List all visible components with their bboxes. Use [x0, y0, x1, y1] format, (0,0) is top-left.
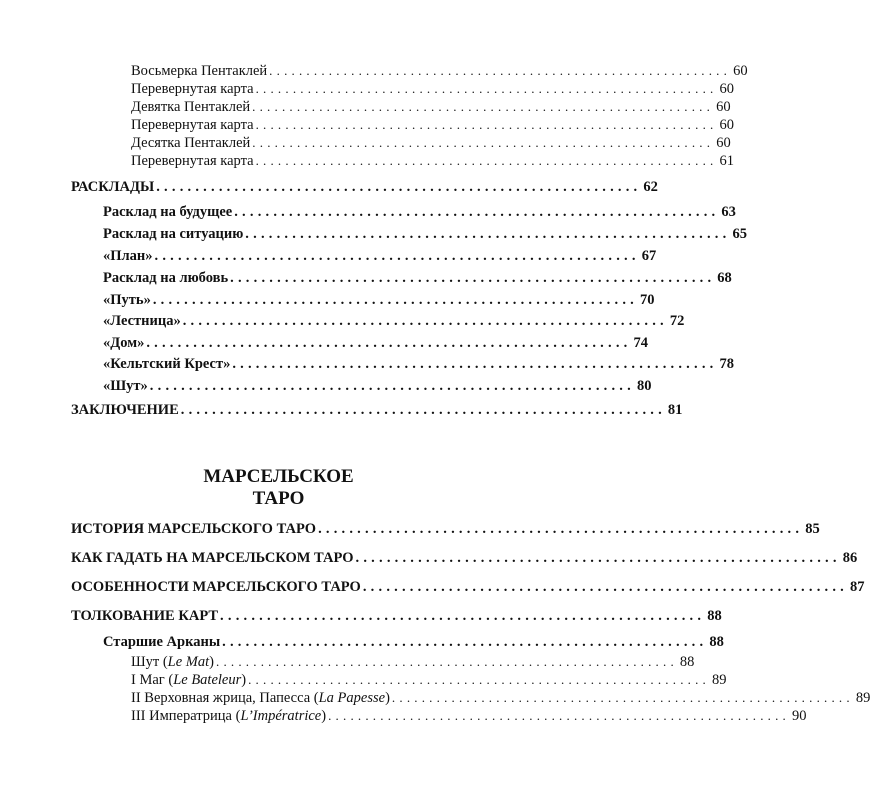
- toc-section: [103, 378, 652, 395]
- entry-text: II Верховная жрица, Папесса (: [131, 690, 319, 706]
- part-heading-line2: ТАРО: [252, 488, 305, 509]
- toc-chapter: [71, 550, 858, 567]
- toc-section-title: «План»: [103, 248, 153, 264]
- dot-leader: ..............................................................: [230, 270, 716, 286]
- entry-text: ): [209, 654, 214, 670]
- dot-leader: ..............................................................: [216, 654, 678, 669]
- dot-leader: ..............................................................: [245, 226, 731, 242]
- toc-section-title: Старшие Арканы: [103, 634, 221, 650]
- dot-leader: ..............................................................: [154, 248, 640, 264]
- toc-entry: [131, 99, 731, 116]
- toc-section: [103, 204, 736, 221]
- toc-entry-page: 88: [679, 654, 695, 670]
- toc-section-title: Расклад на любовь: [103, 270, 229, 286]
- entry-text: ): [385, 690, 390, 706]
- dot-leader: ..............................................................: [391, 690, 854, 705]
- dot-leader: ..............................................................: [248, 672, 710, 687]
- toc-chapter: [71, 179, 658, 196]
- toc-entry-title: Восьмерка Пентаклей: [131, 63, 268, 79]
- entry-text: ): [241, 672, 247, 688]
- toc-entry-title: Десятка Пентаклей: [131, 135, 251, 151]
- toc-section-page: 67: [641, 248, 657, 264]
- toc-section-page: 70: [639, 292, 655, 308]
- dot-leader: ..............................................................: [156, 179, 642, 195]
- toc-entry-page: 60: [716, 135, 731, 151]
- toc-entry: [131, 81, 734, 98]
- entry-french-name: Le Bateleur: [173, 672, 242, 688]
- toc-section-page: 65: [732, 226, 747, 242]
- dot-leader: ..............................................................: [362, 579, 848, 595]
- dot-leader: ..............................................................: [255, 153, 718, 168]
- toc-chapter-page: 86: [842, 550, 858, 566]
- toc-section: [103, 226, 747, 243]
- toc-section-title: «Шут»: [103, 378, 148, 394]
- toc-section-page: 78: [719, 356, 734, 372]
- toc-section: [103, 248, 657, 265]
- toc-entry: [131, 690, 870, 707]
- dot-leader: ..............................................................: [234, 204, 720, 220]
- toc-entry-page: 60: [716, 99, 731, 115]
- toc-section-page: 74: [633, 335, 648, 351]
- entry-french-name: L’Impératrice: [240, 708, 322, 724]
- toc-entry-title: [131, 654, 214, 671]
- toc-entry-title: Перевернутая карта: [131, 81, 254, 97]
- toc-section-title: Расклад на ситуацию: [103, 226, 244, 242]
- dot-leader: ..............................................................: [222, 634, 708, 650]
- toc-section-page: 68: [717, 270, 732, 286]
- toc-entry: [131, 135, 731, 152]
- toc-section-page: 63: [721, 204, 736, 220]
- toc-entry: [131, 153, 734, 170]
- toc-chapter-page: 81: [667, 402, 683, 418]
- toc-entry-page: 89: [855, 690, 870, 706]
- toc-chapter-title: КАК ГАДАТЬ НА МАРСЕЛЬСКОМ ТАРО: [71, 550, 354, 566]
- dot-leader: ..............................................................: [255, 117, 718, 132]
- dot-leader: ..............................................................: [318, 521, 804, 537]
- toc-section-title: «Дом»: [103, 335, 145, 351]
- toc-chapter-title: ТОЛКОВАНИЕ КАРТ: [71, 608, 219, 624]
- toc-entry: [131, 654, 695, 671]
- toc-section-page: 88: [709, 634, 724, 650]
- toc-entry-page: 89: [712, 672, 727, 688]
- dot-leader: ..............................................................: [149, 378, 635, 394]
- toc-chapter-title: РАСКЛАДЫ: [71, 179, 155, 195]
- toc-chapter-page: 87: [850, 579, 865, 595]
- toc-entry: [131, 672, 727, 689]
- toc-entry-page: 60: [719, 81, 734, 97]
- toc-entry: [131, 708, 807, 725]
- toc-chapter: [71, 521, 820, 538]
- dot-leader: ..............................................................: [252, 99, 715, 114]
- dot-leader: ..............................................................: [146, 335, 632, 351]
- toc-section-title: Расклад на будущее: [103, 204, 233, 220]
- toc-section-page: 80: [636, 378, 652, 394]
- dot-leader: ..............................................................: [180, 402, 666, 418]
- toc-chapter: [71, 402, 683, 419]
- dot-leader: ..............................................................: [269, 63, 732, 78]
- toc-entry-title: Перевернутая карта: [131, 117, 254, 133]
- toc-chapter-title: ЗАКЛЮЧЕНИЕ: [71, 402, 179, 418]
- entry-text: ): [321, 708, 327, 724]
- toc-entry-page: 61: [719, 153, 734, 169]
- toc-entry-title: [131, 672, 246, 689]
- toc-section-page: 72: [669, 313, 685, 329]
- dot-leader: ..............................................................: [255, 81, 718, 96]
- toc-entry-page: 60: [719, 117, 734, 133]
- toc-entry-title: [131, 690, 390, 707]
- toc-chapter-page: 62: [643, 179, 658, 195]
- entry-text: Шут (: [131, 654, 168, 670]
- toc-section: [103, 335, 648, 352]
- dot-leader: ..............................................................: [252, 135, 715, 150]
- toc-entry: [131, 63, 748, 80]
- toc-chapter-title: ИСТОРИЯ МАРСЕЛЬСКОГО ТАРО: [71, 521, 317, 537]
- entry-text: III Императрица (: [131, 708, 241, 724]
- entry-french-name: Le Mat: [167, 654, 210, 670]
- dot-leader: ..............................................................: [232, 356, 718, 372]
- toc-entry-page: 90: [792, 708, 807, 724]
- toc-chapter-title: ОСОБЕННОСТИ МАРСЕЛЬСКОГО ТАРО: [71, 579, 361, 595]
- toc-section: [103, 270, 732, 287]
- toc-section: [103, 313, 685, 330]
- toc-entry-title: Перевернутая карта: [131, 153, 254, 169]
- toc-entry: [131, 117, 734, 134]
- dot-leader: ..............................................................: [220, 608, 706, 624]
- toc-chapter-page: 85: [805, 521, 820, 537]
- toc-section-title: «Кельтский Крест»: [103, 356, 231, 372]
- toc-chapter-page: 88: [707, 608, 722, 624]
- toc-section-title: «Путь»: [103, 292, 151, 308]
- toc-entry-title: Девятка Пентаклей: [131, 99, 251, 115]
- toc-chapter: [71, 579, 865, 596]
- dot-leader: ..............................................................: [152, 292, 638, 308]
- part-heading-line1: МАРСЕЛЬСКОЕ: [203, 466, 354, 487]
- toc-section: [103, 356, 734, 373]
- toc-section: [103, 634, 724, 651]
- entry-text: I Маг (: [131, 672, 174, 688]
- toc-entry-page: 60: [733, 63, 748, 79]
- dot-leader: ..............................................................: [355, 550, 841, 566]
- dot-leader: ..............................................................: [182, 313, 668, 329]
- toc-section: [103, 292, 655, 309]
- entry-french-name: La Papesse: [318, 690, 386, 706]
- toc-chapter: [71, 608, 722, 625]
- toc-entry-title: [131, 708, 326, 725]
- toc-section-title: «Лестница»: [103, 313, 181, 329]
- dot-leader: ..............................................................: [328, 708, 790, 723]
